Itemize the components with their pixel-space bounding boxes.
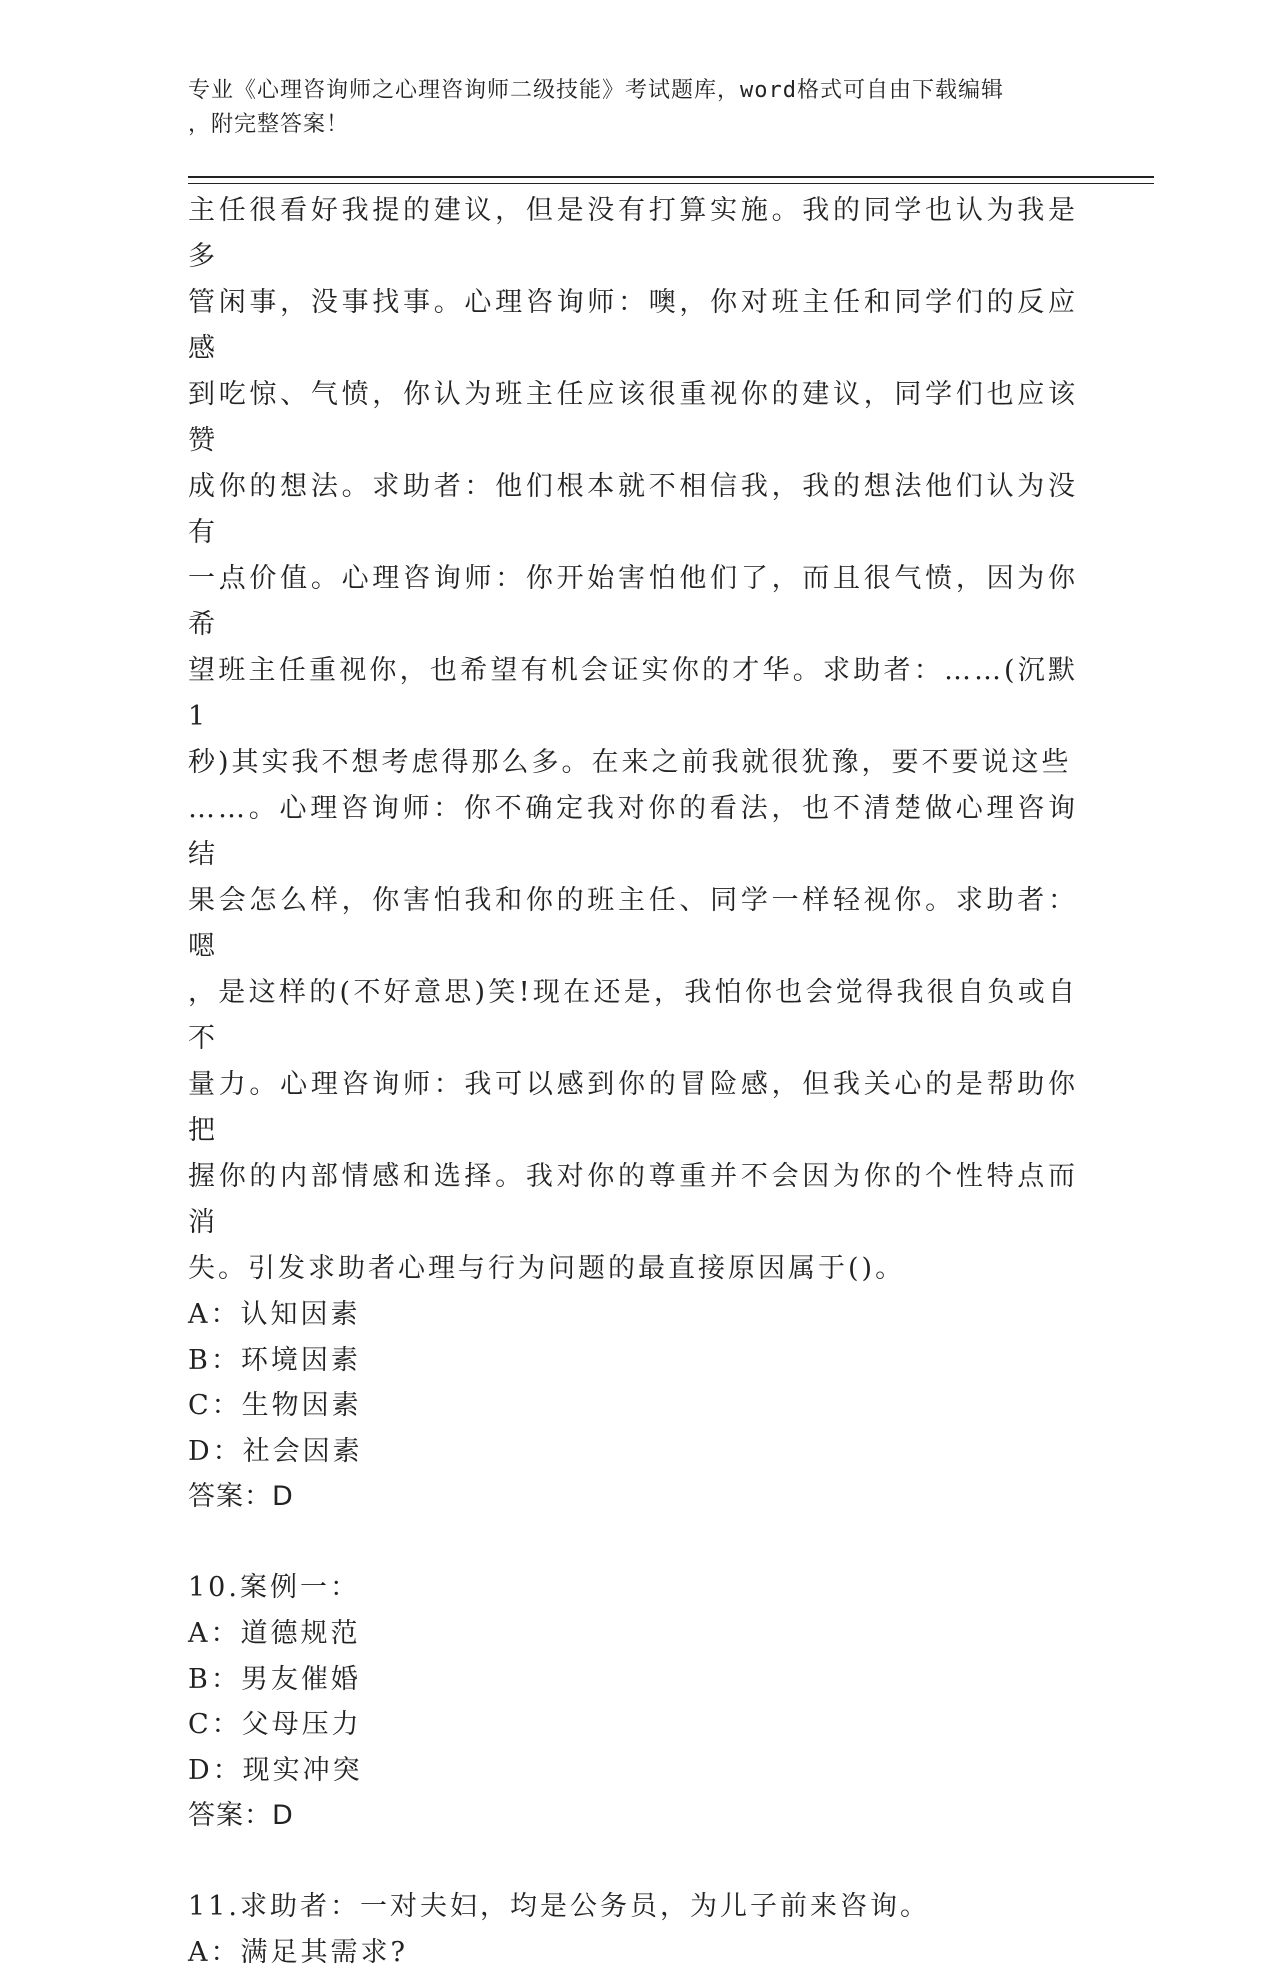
document-header [188, 74, 1068, 142]
option-d: D：社会因素 [188, 1435, 363, 1467]
question-11-options [188, 1930, 1078, 1976]
option-a: A：满足其需求? [188, 1937, 408, 1968]
option-b: B：男友催婚 [188, 1663, 361, 1695]
option-a: A：认知因素 [188, 1299, 361, 1330]
question-line: ，是这样的(不好意思)笑!现在还是，我怕你也会觉得我很自负或自不 [188, 977, 1078, 1054]
question-line: 到吃惊、气愤，你认为班主任应该很重视你的建议，同学们也应该赞 [188, 379, 1078, 456]
question-line: ……。心理咨询师：你不确定我对你的看法，也不清楚做心理咨询结 [188, 793, 1078, 870]
question-line: 量力。心理咨询师：我可以感到你的冒险感，但我关心的是帮助你把 [188, 1069, 1078, 1146]
question-line: 主任很看好我提的建议，但是没有打算实施。我的同学也认为我是多 [188, 195, 1078, 272]
spacer [188, 1520, 1078, 1565]
header-divider-thin [188, 183, 1154, 184]
document-body [188, 188, 1078, 1976]
header-line-1: 专业《心理咨询师之心理咨询师二级技能》考试题库，word格式可自由下载编辑 [188, 78, 1004, 103]
spacer [188, 1839, 1078, 1884]
option-d: D：现实冲突 [188, 1754, 363, 1786]
header-line-2: ，附完整答案！ [188, 112, 350, 137]
question-line: 失。引发求助者心理与行为问题的最直接原因属于()。 [188, 1253, 906, 1284]
option-c: C：生物因素 [188, 1390, 362, 1421]
question-10-title: 10.案例一： [188, 1572, 360, 1603]
question-10-answer: 答案：D [188, 1800, 294, 1831]
question-11-title: 11.求助者：一对夫妇，均是公务员，为儿子前来咨询。 [188, 1891, 930, 1922]
question-9-text [188, 188, 1078, 1292]
question-line: 望班主任重视你，也希望有机会证实你的才华。求助者：……(沉默1 [188, 655, 1078, 732]
question-line: 一点价值。心理咨询师：你开始害怕他们了，而且很气愤，因为你希 [188, 563, 1078, 640]
question-line: 管闲事，没事找事。心理咨询师：噢，你对班主任和同学们的反应感 [188, 287, 1078, 364]
question-line: 秒)其实我不想考虑得那么多。在来之前我就很犹豫，要不要说这些 [188, 747, 1072, 778]
question-9-answer: 答案：D [188, 1481, 294, 1512]
question-10-options [188, 1611, 1078, 1793]
option-b: B：环境因素 [188, 1344, 361, 1376]
question-line: 果会怎么样，你害怕我和你的班主任、同学一样轻视你。求助者：嗯 [188, 885, 1078, 962]
question-line: 成你的想法。求助者：他们根本就不相信我，我的想法他们认为没有 [188, 471, 1078, 548]
question-line: 握你的内部情感和选择。我对你的尊重并不会因为你的个性特点而消 [188, 1161, 1078, 1238]
option-c: C：父母压力 [188, 1709, 362, 1740]
question-9-options [188, 1292, 1078, 1474]
header-divider-thick [188, 176, 1154, 178]
option-a: A：道德规范 [188, 1618, 361, 1649]
